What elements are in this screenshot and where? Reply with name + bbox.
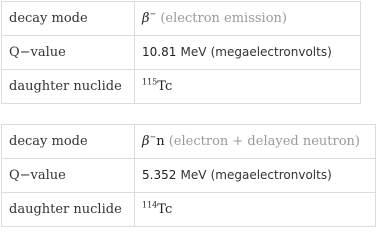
q-value-unit: MeV: [180, 168, 207, 182]
q-value-value: [135, 36, 361, 70]
decay-mode-description: (electron + delayed neutron): [168, 134, 360, 149]
q-value-unit-long: (megaelectronvolts): [210, 168, 332, 182]
q-value-label: Q−value: [2, 159, 135, 193]
decay-mode-symbol-superscript: −: [149, 9, 157, 19]
q-value-value: [135, 159, 376, 193]
decay-mode-label: decay mode: [2, 2, 135, 36]
q-value-unit: MeV: [180, 45, 207, 59]
q-value-label: Q−value: [2, 36, 135, 70]
decay-mode-symbol-superscript: −: [149, 132, 157, 142]
table-row-q-value: [2, 159, 376, 193]
decay-mode-symbol-suffix: n: [156, 134, 165, 149]
q-value-number: 10.81: [142, 45, 177, 59]
daughter-element: Tc: [157, 79, 173, 94]
decay-table-2: [1, 124, 376, 227]
daughter-mass-number: 114: [142, 200, 158, 210]
table-row-decay-mode: [2, 2, 361, 36]
table-row-daughter-nuclide: [2, 70, 361, 104]
decay-mode-value: [135, 125, 376, 159]
daughter-mass-number: 115: [142, 77, 158, 87]
daughter-nuclide-label: daughter nuclide: [2, 193, 135, 227]
decay-mode-label: decay mode: [2, 125, 135, 159]
table-row-decay-mode: [2, 125, 376, 159]
decay-mode-symbol: β: [142, 11, 150, 26]
q-value-unit-long: (megaelectronvolts): [210, 45, 332, 59]
table-row-q-value: [2, 36, 361, 70]
decay-mode-value: [135, 2, 361, 36]
q-value-number: 5.352: [142, 168, 177, 182]
decay-mode-description: (electron emission): [160, 11, 287, 26]
daughter-nuclide-label: daughter nuclide: [2, 70, 135, 104]
table-row-daughter-nuclide: [2, 193, 376, 227]
daughter-nuclide-value: [135, 193, 376, 227]
decay-table-1: [1, 1, 361, 104]
daughter-nuclide-value: [135, 70, 361, 104]
decay-mode-symbol: β: [142, 134, 150, 149]
daughter-element: Tc: [157, 202, 173, 217]
